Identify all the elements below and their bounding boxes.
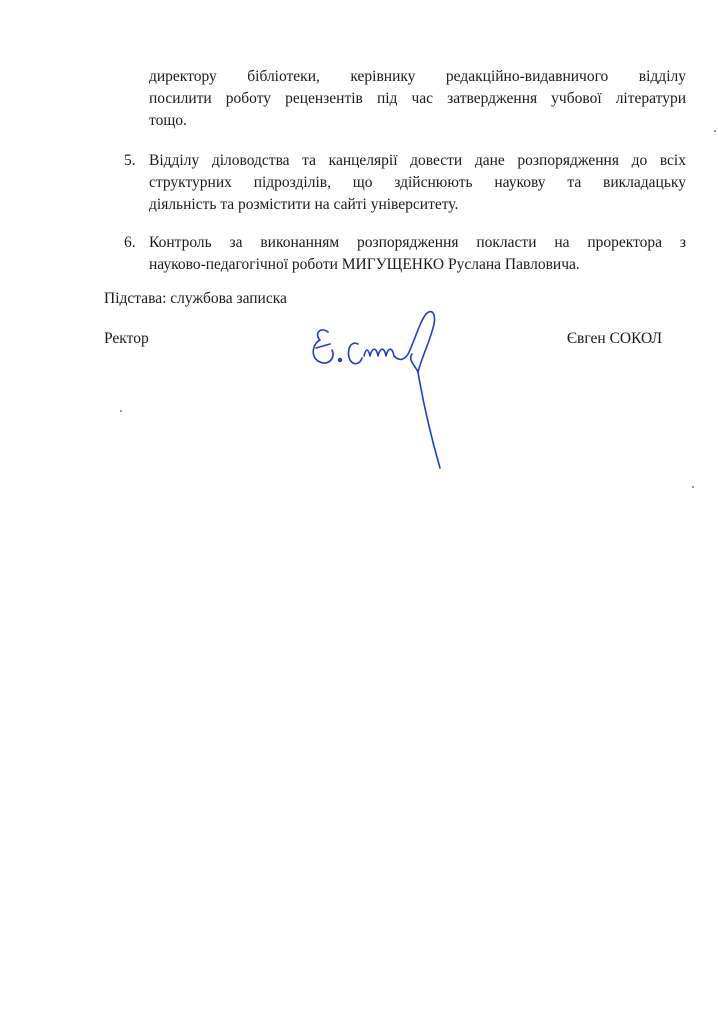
text-line: Контроль за виконанням розпорядження покласти на проректора з (149, 234, 686, 251)
signatory-title: Ректор (104, 330, 149, 347)
scan-speck (714, 130, 716, 132)
list-item-text (149, 150, 686, 216)
text-line: Відділу діловодства та канцелярії довести дане розпорядження до всіх (149, 152, 686, 169)
text-line: посилити роботу рецензентів під час затвердження учбової літератури (149, 90, 686, 107)
list-item-number: 5. (124, 152, 136, 169)
text-line: тощо. (149, 112, 187, 129)
scan-speck (120, 410, 122, 412)
paragraph-continuation (149, 66, 686, 132)
basis-note: Підстава: службова записка (104, 290, 287, 307)
list-item-6 (124, 232, 686, 276)
text-line: структурних підрозділів, що здійснюють наукову та викладацьку (149, 174, 686, 191)
list-item-5 (124, 150, 686, 216)
signatory-name: Євген СОКОЛ (566, 330, 662, 347)
text-line: науково-педагогічної роботи МИГУЩЕНКО Руслана Павловича. (149, 256, 580, 273)
list-item-number: 6. (124, 234, 136, 251)
handwritten-signature (300, 300, 470, 475)
text-line: директору бібліотеки, керівнику редакційно-видавничого відділу (149, 68, 686, 85)
scan-speck (692, 486, 694, 488)
text-line: діяльність та розмістити на сайті університету. (149, 196, 459, 213)
list-item-text (149, 232, 686, 276)
